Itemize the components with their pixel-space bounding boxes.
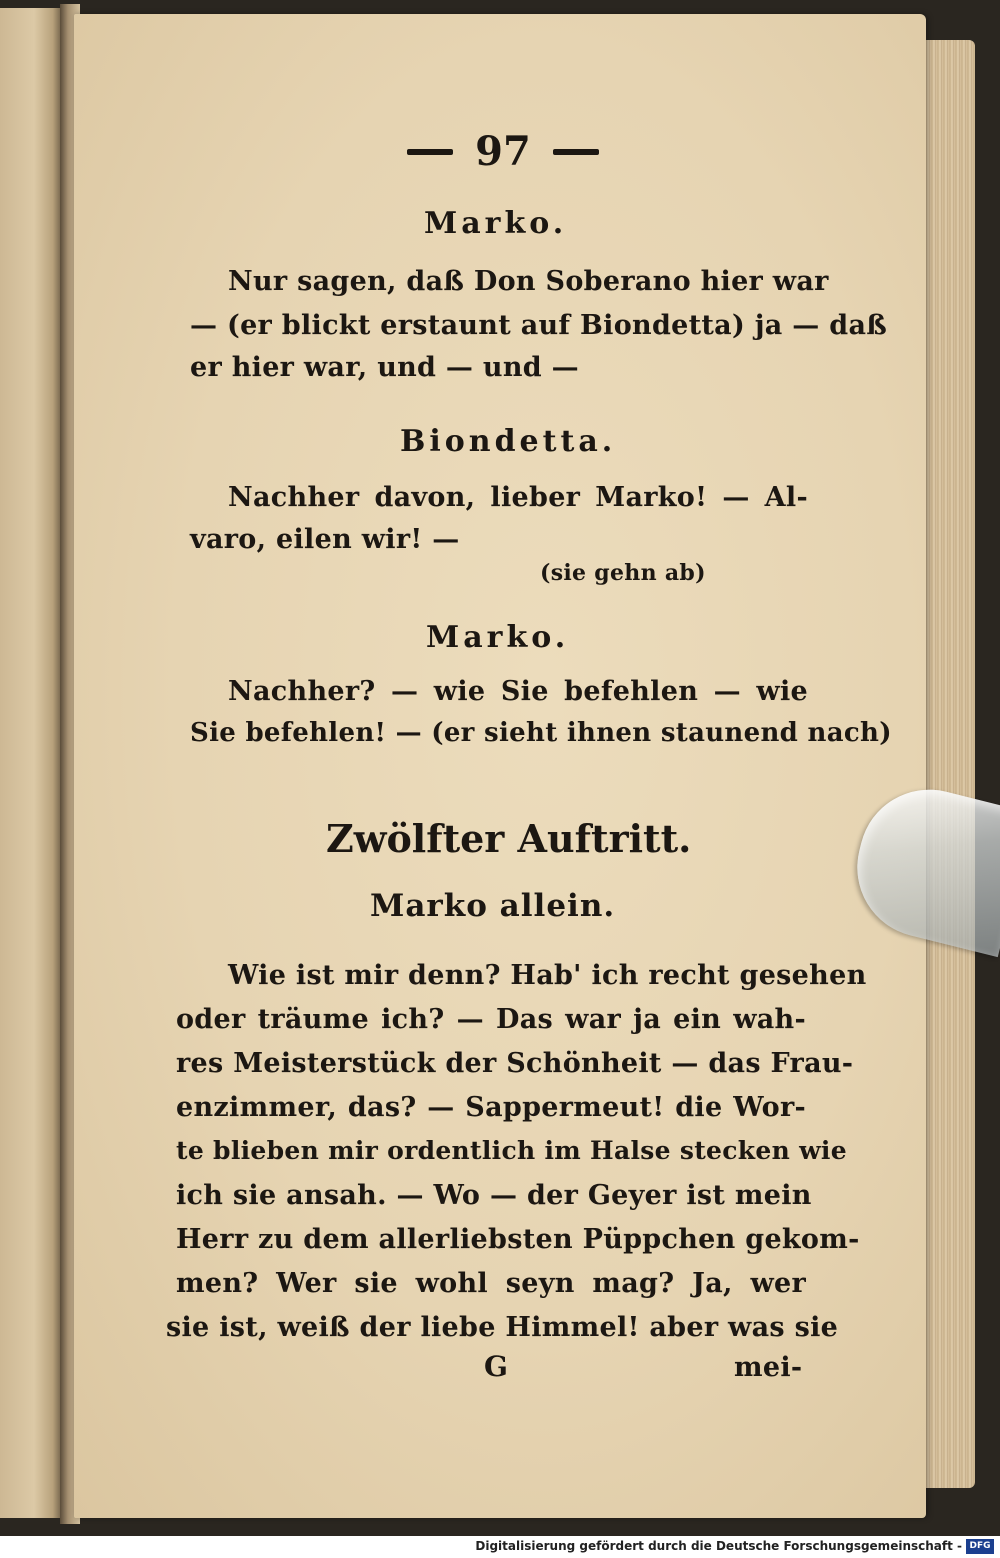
text-line: ich sie ansah. — Wo — der Geyer ist mein (176, 1180, 812, 1211)
catchword: mei- (734, 1352, 803, 1383)
text-line: varo, eilen wir! — (190, 524, 460, 555)
speaker-marko-2: Marko. (426, 620, 570, 655)
text-line: res Meisterstück der Schönheit — das Frau- (176, 1048, 854, 1079)
page-number (396, 128, 610, 175)
text-line: te blieben mir ordentlich im Halse stecken wie (176, 1136, 847, 1165)
stage-direction: (sie gehn ab) (540, 560, 706, 586)
text-line: enzimmer, das? — Sappermeut! die Wor- (176, 1092, 806, 1123)
speaker-biondetta: Biondetta. (400, 424, 617, 459)
text-line: Wie ist mir denn? Hab' ich recht gesehen (228, 960, 867, 991)
dash-left (407, 149, 453, 155)
scene-title: Zwölfter Auftritt. (326, 816, 692, 861)
speaker-marko-1: Marko. (424, 206, 568, 241)
dfg-logo-icon: DFG (966, 1539, 994, 1554)
text-line: oder träume ich? — Das war ja ein wah- (176, 1004, 806, 1035)
dash-right (553, 149, 599, 155)
text-line: — (er blickt erstaunt auf Biondetta) ja — daß (190, 310, 888, 341)
scene-subtitle: Marko allein. (370, 888, 616, 924)
page-number-value: 97 (475, 128, 531, 175)
text-line: Herr zu dem allerliebsten Püppchen gekom- (176, 1224, 860, 1255)
text-line: Sie befehlen! — (er sieht ihnen staunend nach) (190, 718, 892, 748)
text-line: men? Wer sie wohl seyn mag? Ja, wer (176, 1268, 806, 1299)
text-line: sie ist, weiß der liebe Himmel! aber was sie (166, 1312, 839, 1343)
text-line: Nachher? — wie Sie befehlen — wie (228, 676, 808, 707)
text-line: Nur sagen, daß Don Soberano hier war (228, 266, 829, 297)
signature-mark: G (484, 1350, 509, 1383)
left-page-edge (0, 8, 62, 1518)
footer-bar (0, 1536, 1000, 1558)
text-line: er hier war, und — und — (190, 352, 579, 383)
text-line: Nachher davon, lieber Marko! — Al- (228, 482, 808, 513)
footer-credit: Digitalisierung gefördert durch die Deutsche Forschungsgemeinschaft - (475, 1539, 962, 1553)
